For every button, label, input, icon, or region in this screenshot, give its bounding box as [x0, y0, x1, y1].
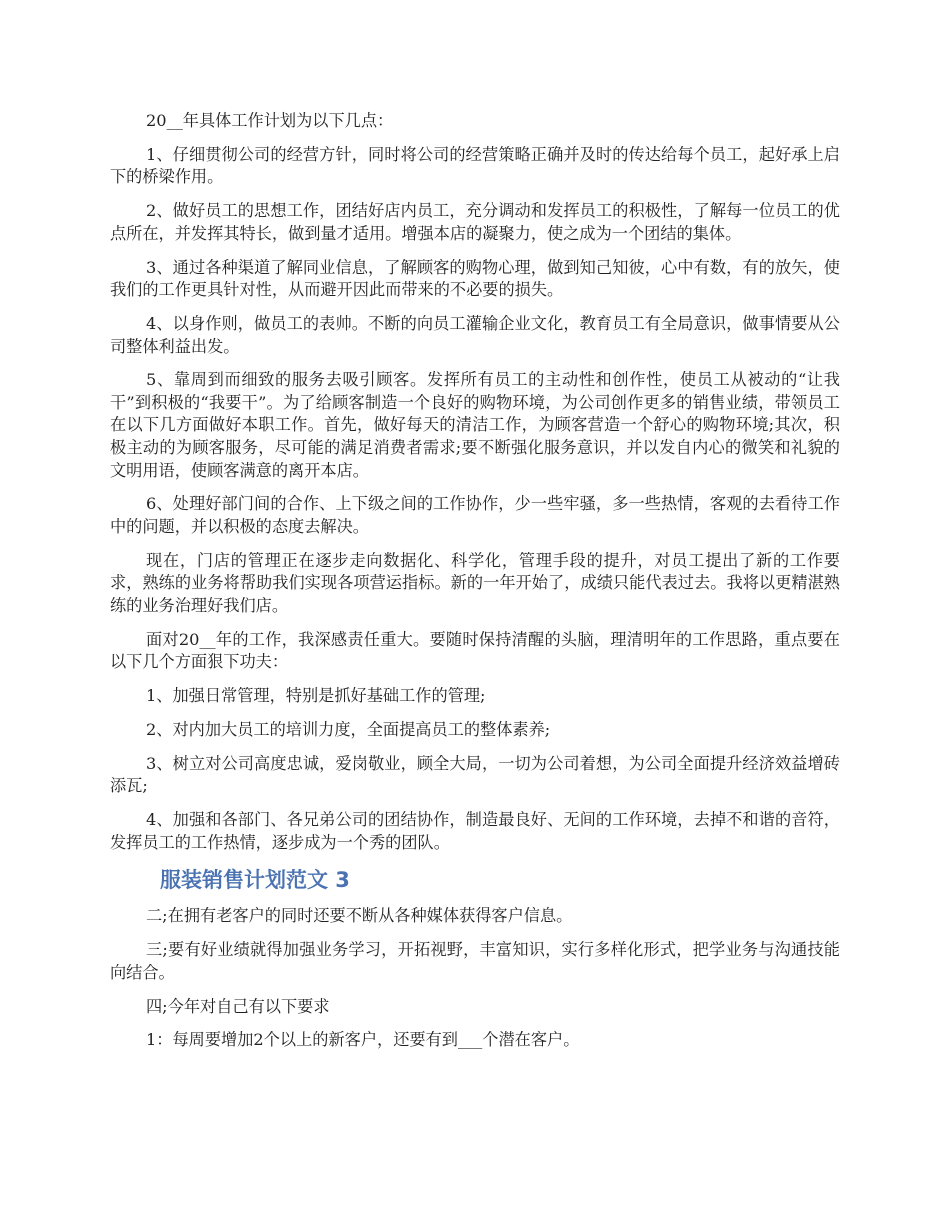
paragraph: 2、做好员工的思想工作，团结好店内员工，充分调动和发挥员工的积极性，了解每一位员工的优点所在，并发挥其特长，做到量才适用。增强本店的凝聚力，使之成为一个团结的集体。	[110, 201, 840, 243]
paragraph: 现在，门店的管理正在逐步走向数据化、科学化，管理手段的提升，对员工提出了新的工作要求，熟练的业务将帮助我们实现各项营运指标。新的一年开始了，成绩只能代表过去。我将以更精湛熟练的业务治理好我们店。	[110, 550, 840, 615]
paragraph: 四;今年对自己有以下要求	[146, 996, 330, 1016]
document-page	[110, 110, 840, 1063]
paragraph: 1：每周要增加2个以上的新客户，还要有到___个潜在客户。	[146, 1030, 580, 1050]
paragraph: 3、树立对公司高度忠诚，爱岗敬业，顾全大局，一切为公司着想，为公司全面提升经济效益增砖添瓦;	[110, 753, 840, 796]
paragraph: 5、靠周到而细致的服务去吸引顾客。发挥所有员工的主动性和创作性，使员工从被动的“让我干”到积极的“我要干”。为了给顾客制造一个良好的购物环境，为公司创作更多的销售业绩，带领员工在以下几方面做好本职工作。首先，做好每天的清洁工作，为顾客营造一个舒心的购物环境;其次，积极主动的为顾客服务，尽可能的满足消费者需求;要不断强化服务意识，并以发自内心的微笑和礼貌的文明用语，使顾客满意的离开本店。	[110, 370, 840, 480]
paragraph: 二;在拥有老客户的同时还要不断从各种媒体获得客户信息。	[146, 906, 573, 926]
paragraph: 4、以身作则，做员工的表帅。不断的向员工灌输企业文化，教育员工有全局意识，做事情要从公司整体利益出发。	[110, 313, 840, 356]
paragraph: 三;要有好业绩就得加强业务学习，开拓视野，丰富知识，实行多样化形式，把学业务与沟通技能向结合。	[110, 940, 840, 982]
paragraph: 3、通过各种渠道了解同业信息，了解顾客的购物心理，做到知己知彼，心中有数，有的放矢，使我们的工作更具针对性，从而避开因此而带来的不必要的损失。	[110, 257, 840, 300]
paragraph: 20__年具体工作计划为以下几点：	[146, 111, 394, 130]
paragraph: 1、仔细贯彻公司的经营方针，同时将公司的经营策略正确并及时的传达给每个员工，起好承上启下的桥梁作用。	[110, 144, 840, 187]
paragraph: 6、处理好部门间的合作、上下级之间的工作协作，少一些牢骚，多一些热情，客观的去看待工作中的问题，并以积极的态度去解决。	[110, 494, 840, 537]
paragraph: 1、加强日常管理，特别是抓好基础工作的管理;	[146, 686, 486, 706]
paragraph: 2、对内加大员工的培训力度，全面提高员工的整体素养;	[146, 719, 551, 739]
paragraph: 4、加强和各部门、各兄弟公司的团结协作，制造最良好、无间的工作环境，去掉不和谐的音符，发挥员工的工作热情，逐步成为一个秀的团队。	[110, 810, 840, 852]
paragraph: 面对20__年的工作，我深感责任重大。要随时保持清醒的头脑，理清明年的工作思路，重点要在以下几个方面狠下功夫：	[110, 629, 840, 672]
section-heading: 服装销售计划范文 3	[160, 868, 350, 893]
